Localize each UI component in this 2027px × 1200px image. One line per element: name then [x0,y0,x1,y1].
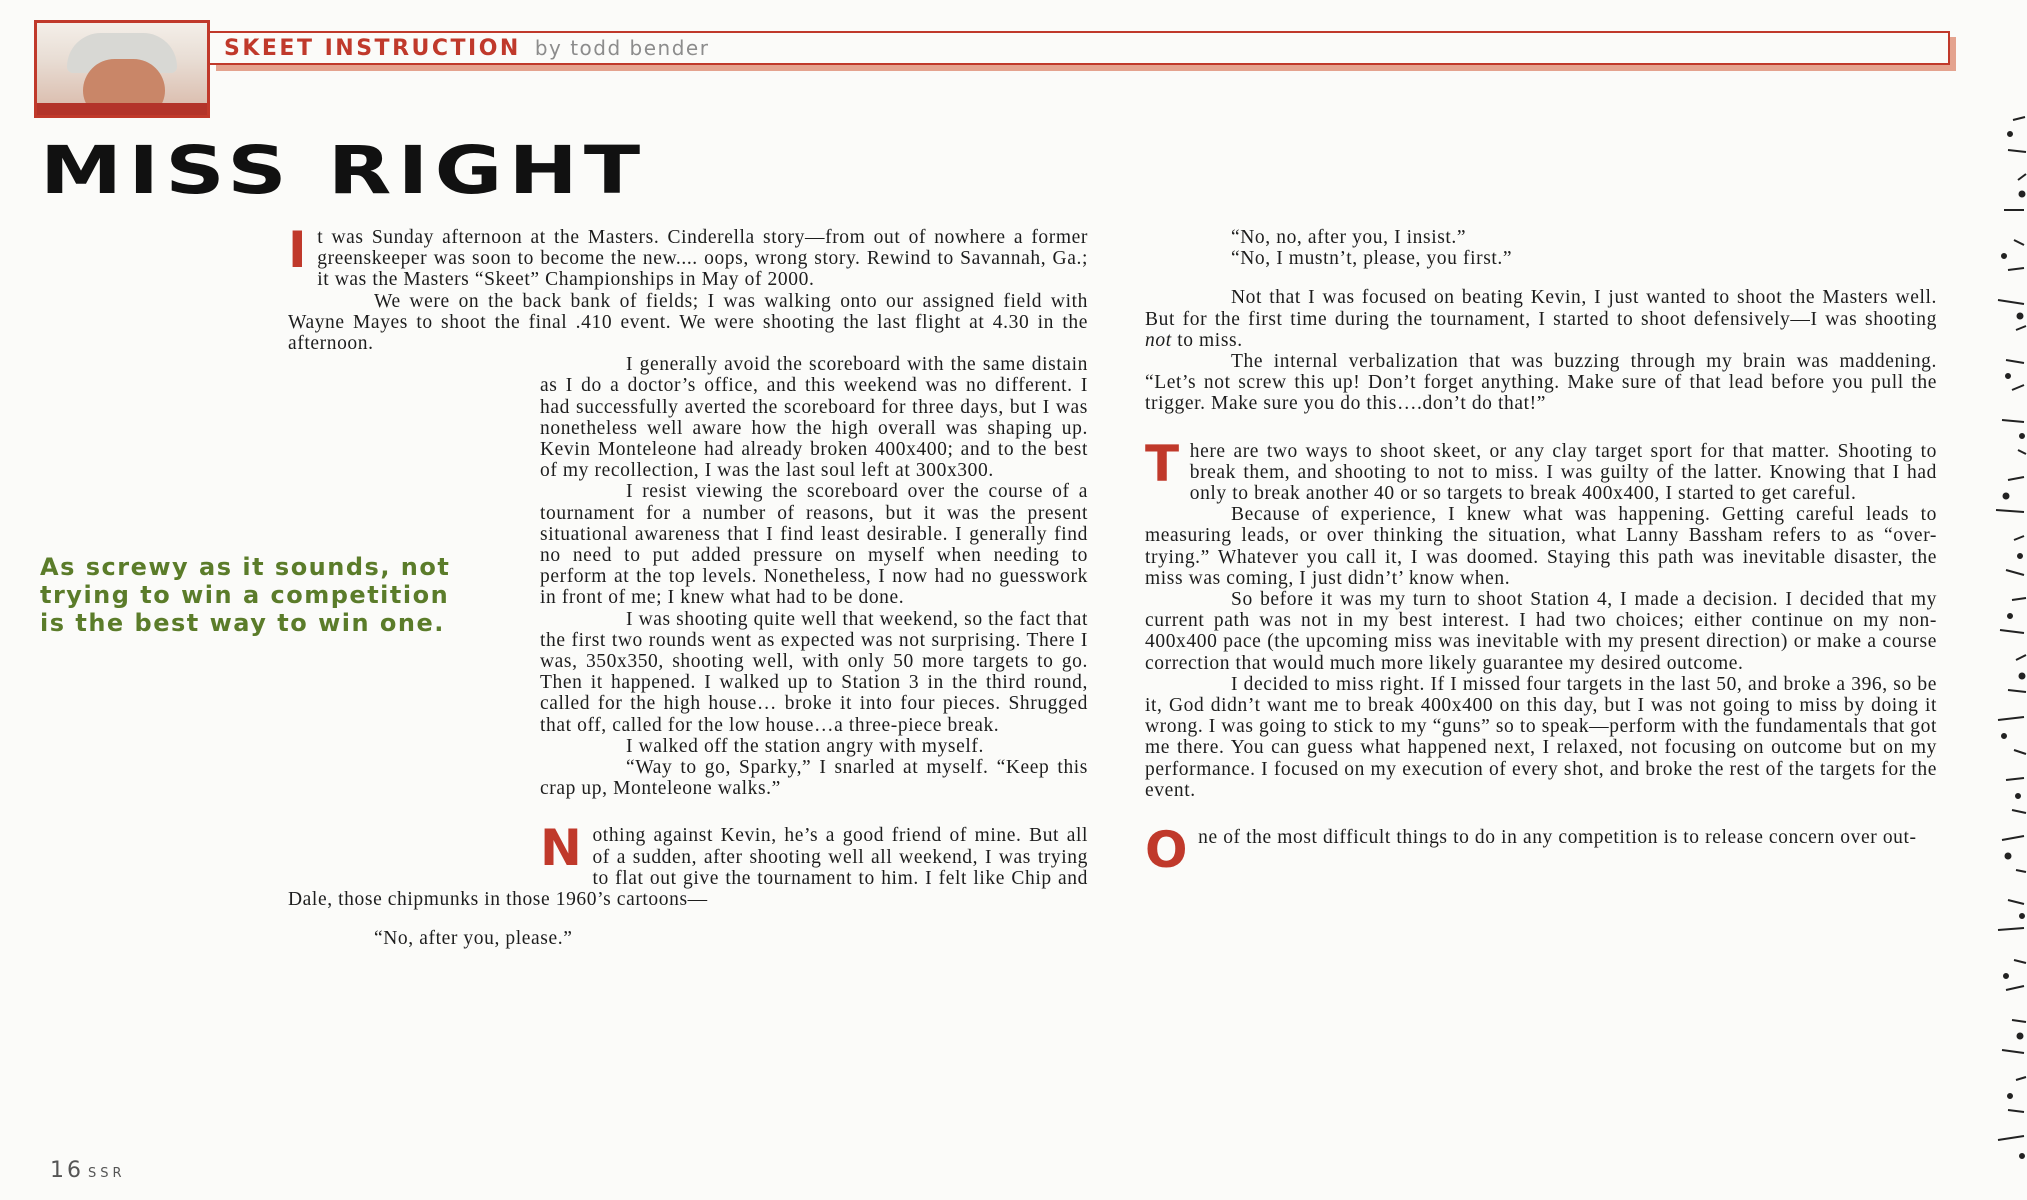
paragraph: It was Sunday afternoon at the Masters. Cinderella story—from out of nowhere a former greenskeeper was soon to become the new.... oops, wrong story. Rewind to Savannah, Ga.; it was the Masters “Skeet” Championships in May of 2000. [288,221,1088,291]
paragraph: One of the most difficult things to do in any competition is to release concern over out- [1145,821,1917,880]
paragraph: Not that I was focused on beating Kevin, I just wanted to shoot the Masters well. But for the first time during the tournament, I started to shoot defensively—I was shooting not to miss. [1145,287,1937,351]
paragraph: We were on the back bank of fields; I was walking onto our assigned field with Wayne Mayes to shoot the final .410 event. We were shooting the last flight at 4.30 in the afternoon. [288,290,1088,355]
paragraph: There are two ways to shoot skeet, or any clay target sport for that matter. Shooting to break them, and shooting to not to miss. I was guilty of the latter. Knowing that I had only to break another 40 or so targets to break 400x400, I started to get careful. [1145,434,1937,505]
paragraph: The internal verbalization that was buzzing through my brain was maddening. “Let’s not screw this up! Don’t forget anything. Make sure of that lead before you pull the trigger. Make sure you do this….don’t do that!” [1145,351,1937,415]
paragraph: I generally avoid the scoreboard with the same distain as I do a doctor’s office, and this weekend was no different. I had successfully averted the scoreboard for three days, but I was nonetheless well aware how the high overall was shaping up. Kevin Monteleone had already broken 400x400; and to the best of my recollection, I was the last soul left at 300x300. [540,354,1088,482]
drop-cap: O [1145,821,1189,880]
paragraph: Nothing against Kevin, he’s a good friend of mine. But all of a sudden, after shooting well all weekend, I was trying to flat out give the tournament to him. I felt like Chip and Dale, those chipmunks in those 1960’s cartoons— [288,819,1088,911]
drop-cap: T [1145,434,1180,493]
publication-name: SSR [88,1166,126,1181]
paragraph: “No, after you, please.” [374,928,573,950]
paragraph: “No, no, after you, I insist.” [1231,227,1467,248]
paragraph: So before it was my turn to shoot Station 4, I made a decision. I decided that my current path was not in my best interest. I had two choices; either continue on my non-400x400 pace (the upcoming miss was inevitable with my present direction) or make a course correction that would much more likely guarantee my desired outcome. [1145,589,1937,674]
section-header [210,31,1950,65]
article-column-2 [1145,227,1937,880]
binding-edge-marks [1968,90,2027,1190]
author-photo [34,20,210,118]
binding-marks-graphic [1968,90,2027,1190]
pull-quote-space [288,682,540,842]
paragraph: “Way to go, Sparky,” I snarled at myself. “Keep this crap up, Monteleone walks.” [540,757,1088,800]
paragraph: Because of experience, I knew what was happening. Getting careful leads to measuring leads, or over thinking the situation, what Lanny Bassham refers to as “over-trying.” Whatever you call it, I was doomed. Staying this path was inevitable disaster, the miss was coming, I just didn’t’ know when. [1145,504,1937,589]
paragraph: I resist viewing the scoreboard over the course of a tournament for a number of reasons, but it was the present situational awareness that I find least desirable. I generally find no need to put added pressure on myself when needing to perform at the top levels. Nonetheless, I now had no guesswork in front of me; I knew what had to be done. [540,481,1088,609]
paragraph: I walked off the station angry with myself. [626,735,984,757]
paragraph: “No, I mustn’t, please, you first.” [1231,248,1513,270]
pull-quote: As screwy as it sounds, not trying to win a competition is the best way to win one. [40,553,451,637]
section-kicker: SKEET INSTRUCTION [224,35,521,61]
drop-cap: I [288,221,308,279]
paragraph: I decided to miss right. If I missed four targets in the last 50, and broke a 396, so be it, God didn’t want me to break 400x400 on this day, but I was not going to miss by doing it wrong. I was going to stick to my “guns” so to speak—perform with the fundamentals that got me there. You can guess what happened next, I relaxed, not focusing on outcome but on my performance. I focused on my execution of every shot, and broke the rest of the targets for the event. [1145,673,1937,801]
paragraph: I was shooting quite well that weekend, so the fact that the first two rounds went as expected was not surprising. There I was, 350x350, shooting well, with only 50 more targets to go. Then it happened. I walked up to Station 3 in the third round, called for the high house… broke it into four pieces. Shrugged that off, called for the low house…a three-piece break. [540,608,1088,736]
article-title: MISS RIGHT [40,132,647,209]
drop-cap: N [540,819,583,878]
page-number: 16 [50,1158,84,1183]
shirt-graphic [37,103,210,118]
page-folio [50,1158,126,1183]
byline: by todd bender [534,36,710,60]
